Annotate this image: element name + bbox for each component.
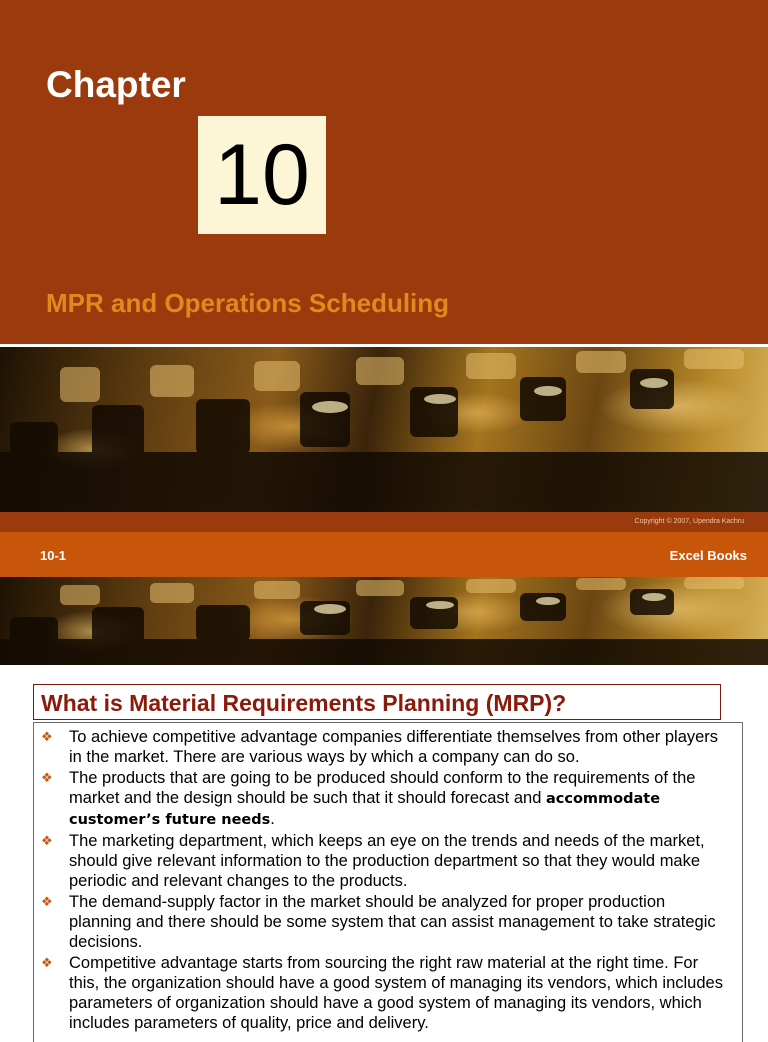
slide-number: 10-1 — [40, 548, 67, 563]
gears-photo-header — [0, 577, 768, 665]
gears-photo — [0, 347, 768, 512]
bullet-item — [34, 768, 742, 830]
bullet-list — [34, 723, 742, 1033]
gears-image-icon — [0, 577, 768, 665]
bullet-text: The marketing department, which keeps an eye on the trends and needs of the market, should give relevant information to the production department so that they would make periodic and relevant changes to the products. — [69, 832, 705, 890]
slide-body — [33, 722, 743, 1042]
diamond-bullet-icon: ❖ — [41, 833, 53, 848]
copyright-text: Copyright © 2007, Upendra Kachru — [634, 518, 744, 525]
diamond-bullet-icon: ❖ — [41, 770, 53, 785]
bullet-bold-text: accommodate customer’s future needs — [69, 791, 661, 828]
chapter-title: MPR and Operations Scheduling — [46, 288, 450, 318]
slide-title-box — [33, 684, 721, 720]
chapter-number: 10 — [214, 127, 310, 223]
publisher-name: Excel Books — [669, 548, 747, 563]
bullet-suffix: . — [270, 810, 275, 828]
slide-title: What is Material Requirements Planning (MRP)? — [41, 690, 567, 716]
bullet-item — [34, 892, 742, 952]
bullet-text: Competitive advantage starts from sourcing the right raw material at the right time. For this, the organization should have a good system of managing its vendors, which includes parameters of organization should have a good system of managing its vendors, which includes parameters of quality, price and delivery. — [69, 954, 723, 1032]
slide-footer — [0, 532, 768, 577]
chapter-label: Chapter — [46, 64, 186, 105]
chapter-number-box — [198, 116, 326, 234]
bullet-item — [34, 831, 742, 891]
diamond-bullet-icon: ❖ — [41, 894, 53, 909]
bullet-text: To achieve competitive advantage companies differentiate themselves from other players in the market. There are various ways by which a company can do so. — [69, 728, 719, 766]
bullet-text: The demand-supply factor in the market should be analyzed for proper production planning and there should be some system that can assist management to take strategic decisions. — [69, 893, 716, 951]
copyright-bar — [0, 512, 768, 532]
gears-image-icon — [0, 347, 768, 512]
diamond-bullet-icon: ❖ — [41, 955, 53, 970]
bullet-text: The products that are going to be produced should conform to the requirements of the market and the design should be such that it should forecast and — [69, 769, 696, 807]
diamond-bullet-icon: ❖ — [41, 729, 53, 744]
bullet-item — [34, 727, 742, 767]
bullet-item — [34, 953, 742, 1033]
